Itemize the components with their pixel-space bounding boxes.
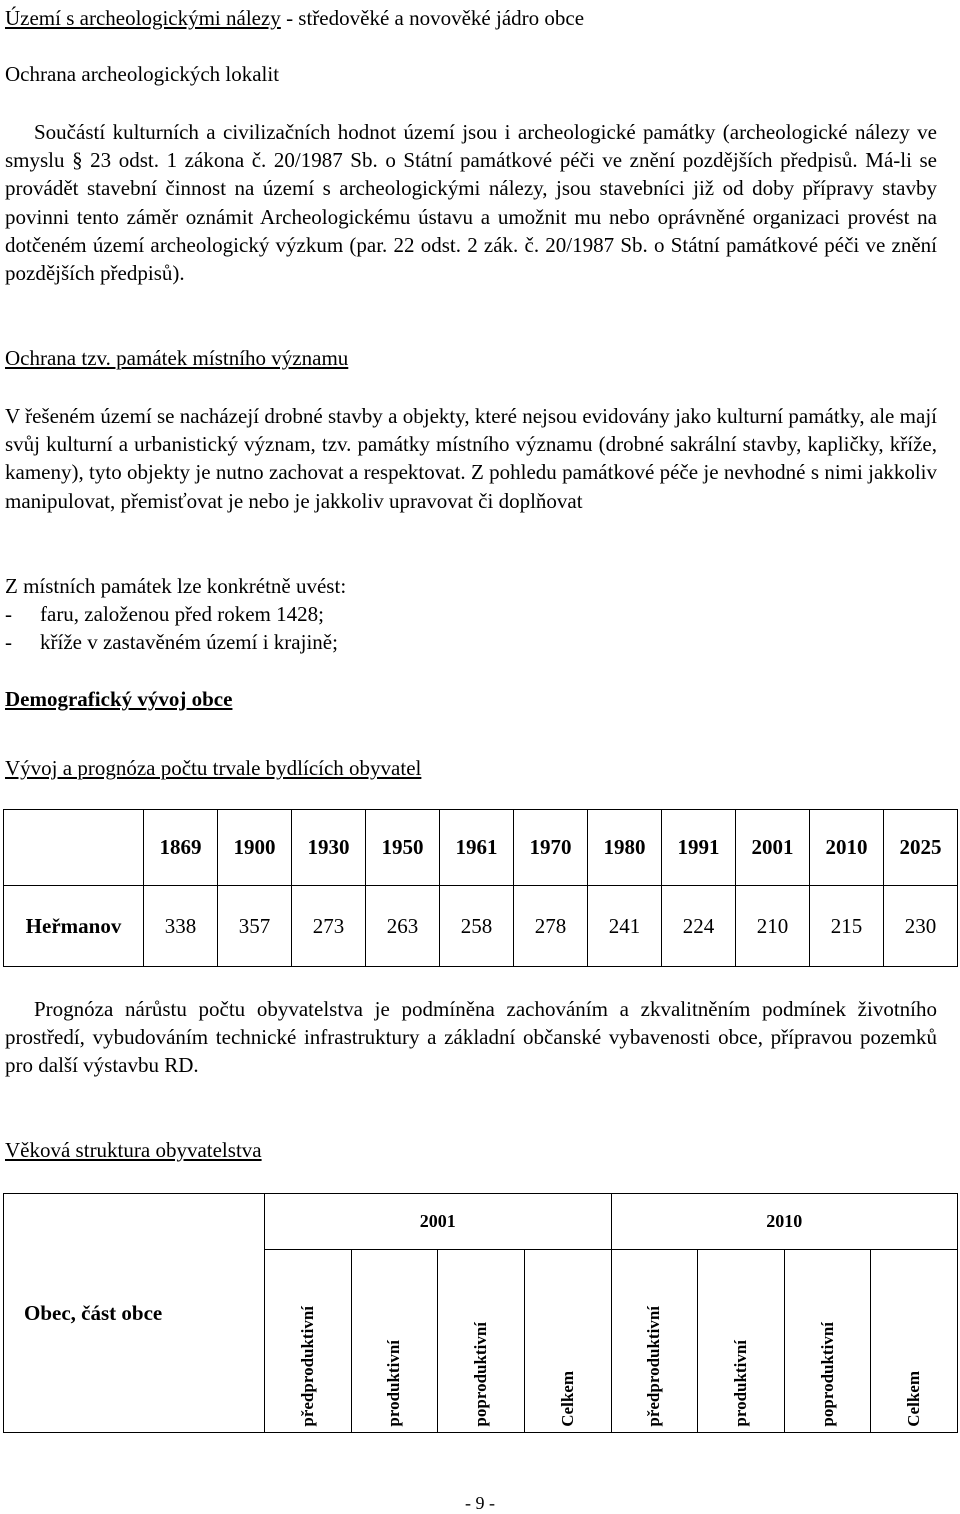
age-column-header xyxy=(698,1250,785,1433)
row-label-cell: Heřmanov xyxy=(4,886,144,967)
year-cell: 2010 xyxy=(810,810,884,886)
paragraph-archeology: Součástí kulturních a civilizačních hodnot území jsou i archeologické památky (archeologické nálezy ve smyslu § 23 odst. 1 zákona č. 20/1987 Sb. o Státní památkové péči ve znění pozdějších předpisů. Má-li se provádět stavební činnost na území s archeologickými nálezy, jsou stavebníci již od doby přípravy stavby povinni tento záměr oznámit Archeologickému ústavu a umožnit mu nebo oprávněné organizaci provést na dotčeném území archeologický výzkum (par. 22 odst. 2 zák. č. 20/1987 Sb. o Státní památkové péči ve znění pozdějších předpisů). xyxy=(5,120,937,286)
subheading-local-monuments: Ochrana tzv. památek místního významu xyxy=(5,346,349,370)
year-cell: 1900 xyxy=(218,810,292,886)
heading-rest-part: - středověké a novověké jádro obce xyxy=(280,6,585,30)
value-cell: 338 xyxy=(144,886,218,967)
age-column-header xyxy=(438,1250,525,1433)
age-table-year-row xyxy=(4,1194,958,1250)
list-item xyxy=(5,630,338,655)
year-cell: 2001 xyxy=(736,810,810,886)
heading-underlined-part: Území s archeologickými nálezy xyxy=(5,6,281,30)
year-cell: 1961 xyxy=(440,810,514,886)
list-dash: - xyxy=(5,602,12,626)
list-dash: - xyxy=(5,630,12,654)
column-label: produktivní xyxy=(730,1340,750,1427)
year-cell: 1991 xyxy=(662,810,736,886)
value-cell: 210 xyxy=(736,886,810,967)
column-label: poproduktivní xyxy=(471,1322,491,1427)
list-item xyxy=(5,602,324,627)
age-column-header xyxy=(351,1250,438,1433)
paragraph-local-monuments: V řešeném území se nacházejí drobné stavby a objekty, které nejsou evidovány jako kulturní památky, ale mají svůj kulturní a urbanistický význam, tzv. památky místního významu (drobné sakrální stavby, kapličky, kříže, kameny), tyto objekty je nutno zachovat a respektovat. Z pohledu památkové péče je nevhodné s nimi jakkoliv manipulovat, přemisťovat je nebo je jakkoliv upravovat či doplňovat xyxy=(5,404,937,513)
column-label: Celkem xyxy=(557,1371,577,1427)
population-years-row xyxy=(4,810,958,886)
column-label: předproduktivní xyxy=(644,1306,664,1427)
year-cell: 1869 xyxy=(144,810,218,886)
value-cell: 215 xyxy=(810,886,884,967)
population-values-row xyxy=(4,886,958,967)
age-column-header xyxy=(871,1250,958,1433)
heading-demographics: Demografický vývoj obce xyxy=(5,687,233,711)
year-group-header: 2001 xyxy=(265,1194,612,1250)
column-label: Celkem xyxy=(904,1371,924,1427)
value-cell: 273 xyxy=(292,886,366,967)
value-cell: 224 xyxy=(662,886,736,967)
corner-label-cell: Obec, část obce xyxy=(4,1194,265,1433)
value-cell: 258 xyxy=(440,886,514,967)
column-label: poproduktivní xyxy=(817,1322,837,1427)
table-corner-cell xyxy=(4,810,144,886)
list-item-text: faru, založenou před rokem 1428; xyxy=(40,602,324,626)
list-item-text: kříže v zastavěném území i krajině; xyxy=(40,630,338,654)
age-column-header xyxy=(524,1250,611,1433)
value-cell: 241 xyxy=(588,886,662,967)
population-table xyxy=(3,809,958,967)
column-label: produktivní xyxy=(384,1340,404,1427)
value-cell: 230 xyxy=(884,886,958,967)
subheading-archeology-protection: Ochrana archeologických lokalit xyxy=(5,62,280,86)
year-group-header: 2010 xyxy=(611,1194,958,1250)
paragraph-prognosis: Prognóza nárůstu počtu obyvatelstva je podmíněna zachováním a zkvalitněním podmínek životního prostředí, vybudováním technické infrastruktury a základní občanské vybavenosti obce, přípravou pozemků pro další výstavbu RD. xyxy=(5,997,937,1078)
age-column-header xyxy=(611,1250,698,1433)
heading-age-structure: Věková struktura obyvatelstva xyxy=(5,1138,262,1162)
age-column-header xyxy=(265,1250,352,1433)
page-number: - 9 - xyxy=(465,1493,495,1513)
year-cell: 1930 xyxy=(292,810,366,886)
value-cell: 263 xyxy=(366,886,440,967)
column-label: předproduktivní xyxy=(297,1306,317,1427)
list-intro: Z místních památek lze konkrétně uvést: xyxy=(5,574,347,598)
value-cell: 357 xyxy=(218,886,292,967)
heading-population-trend: Vývoj a prognóza počtu trvale bydlících obyvatel xyxy=(5,756,422,780)
year-cell: 1950 xyxy=(366,810,440,886)
year-cell: 1980 xyxy=(588,810,662,886)
age-structure-table xyxy=(3,1193,958,1433)
year-cell: 2025 xyxy=(884,810,958,886)
age-column-header xyxy=(784,1250,871,1433)
section-heading-archeology xyxy=(5,6,584,31)
value-cell: 278 xyxy=(514,886,588,967)
year-cell: 1970 xyxy=(514,810,588,886)
